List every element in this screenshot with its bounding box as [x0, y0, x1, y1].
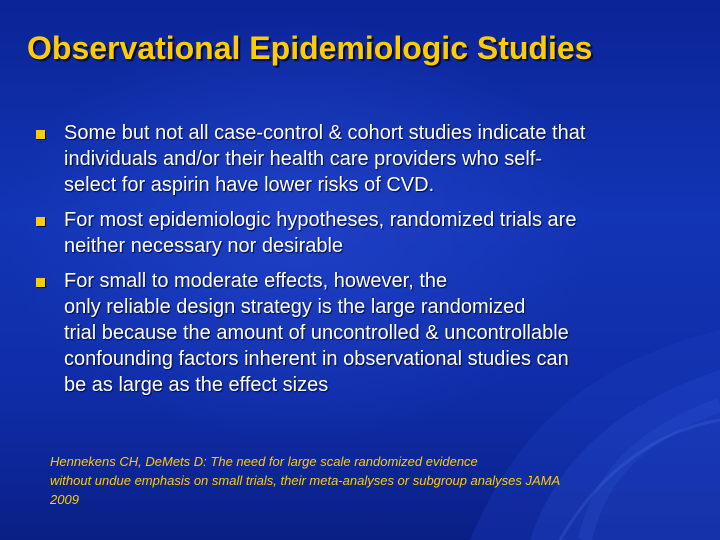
square-bullet-icon	[36, 278, 45, 287]
bullet-text: Some but not all case-control & cohort studies indicate that individuals and/or their health care providers who self- select for aspirin have lower risks of CVD.	[64, 122, 586, 196]
bullet-list	[36, 120, 696, 407]
square-bullet-icon	[36, 217, 45, 226]
slide-title: Observational Epidemiologic Studies	[27, 30, 593, 66]
square-bullet-icon	[36, 130, 45, 139]
bullet-item	[36, 120, 696, 198]
bullet-text: For small to moderate effects, however, the only reliable design strategy is the large randomized trial because the amount of uncontrolled & uncontrollable confounding factors inherent in observational studies can be as large as the effect sizes	[64, 270, 569, 396]
bullet-item	[36, 268, 696, 398]
bullet-item	[36, 207, 696, 259]
bullet-text: For most epidemiologic hypotheses, randomized trials are neither necessary nor desirable	[64, 209, 577, 257]
citation: Hennekens CH, DeMets D: The need for large scale randomized evidence without undue emphasis on small trials, their meta-analyses or subgroup analyses JAMA 2009	[50, 454, 561, 507]
